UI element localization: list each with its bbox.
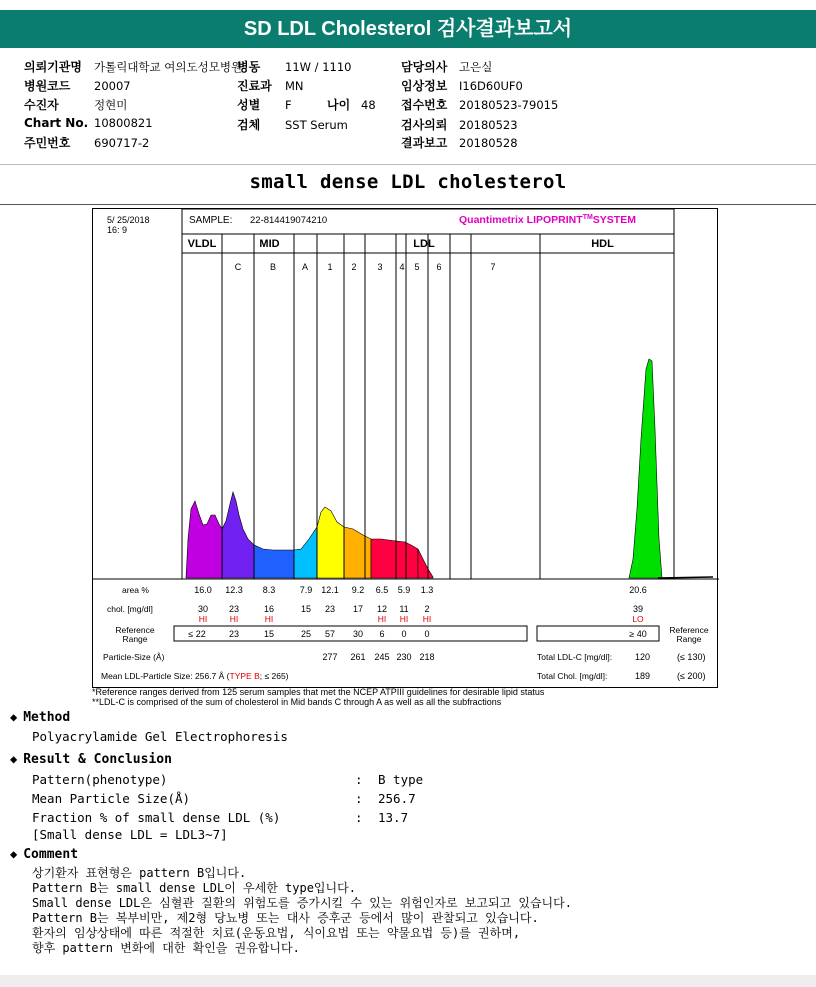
footnote-2: **LDL-C is comprised of the sum of cholesterol in Mid bands C through A as well as all the subfractions [92, 697, 502, 707]
sample-label: SAMPLE: [189, 215, 233, 226]
flag-hi: HI [377, 614, 387, 624]
band-fill-ldl-3 [371, 539, 396, 578]
diamond-bullet-icon: ◆ [10, 752, 18, 766]
comment-heading [10, 847, 78, 862]
info-field-label: 접수번호 [401, 98, 448, 112]
band-fill-mid-a [294, 527, 317, 578]
info-field-label: 성별 [237, 98, 261, 112]
diamond-bullet-icon: ◆ [10, 847, 18, 861]
info-field [24, 134, 149, 151]
info-field-label: Chart No. [24, 116, 89, 130]
row-label-ref: Reference [115, 625, 155, 635]
comment-line: 환자의 임상상태에 따른 적절한 치료(운동요법, 식이요법 또는 약물요법 등)를 권하며, [32, 926, 521, 940]
group-header: HDL [591, 238, 614, 250]
info-field-value: F [285, 98, 292, 112]
band-fill-vldl [186, 501, 222, 578]
ref-value: 57 [324, 629, 336, 639]
particle-size: 261 [350, 652, 366, 662]
report-date: 5/ 25/2018 [107, 215, 150, 225]
particle-size: 245 [374, 652, 390, 662]
info-field-value: 고은실 [459, 60, 493, 74]
comment-line: Pattern B는 복부비만, 제2형 당뇨병 또는 대사 증후군 등에서 많이 관찰되고 있습니다. [32, 911, 539, 925]
ref-value: 30 [352, 629, 364, 639]
info-field-value: 10800821 [94, 116, 153, 130]
result-heading [10, 752, 172, 767]
mean-ldl-text: Mean LDL-Particle Size: 256.7 Å ( [101, 671, 230, 681]
result-colon: : [355, 810, 363, 825]
info-field-label: 결과보고 [401, 136, 448, 150]
info-field-value: SST Serum [285, 118, 348, 132]
ref-value: 6 [379, 629, 385, 639]
particle-size: 277 [322, 652, 338, 662]
area-value: 6.5 [375, 585, 389, 595]
result-value: 13.7 [378, 810, 409, 825]
area-value: 8.3 [262, 585, 276, 595]
info-field-label: 임상정보 [401, 79, 448, 93]
area-value: 12.3 [225, 585, 243, 595]
comment-line: 향후 pattern 변화에 대한 확인을 권유합니다. [32, 941, 300, 955]
info-field-value: I16D60UF0 [459, 79, 523, 93]
mean-suffix: ; ≤ 265) [259, 671, 289, 681]
comment-line: 상기환자 표현형은 pattern B입니다. [32, 866, 247, 880]
comment-heading-text: Comment [23, 847, 79, 862]
system-name [459, 214, 636, 226]
lipoprint-report [92, 208, 718, 688]
method-heading-text: Method [23, 710, 71, 725]
chol-value: 23 [228, 604, 240, 614]
info-field-age-value: 48 [361, 98, 376, 112]
flag-hi: HI [264, 614, 274, 624]
system-name-part: Quantimetrix LIPOPRINT [459, 214, 583, 226]
info-field-label: 진료과 [237, 79, 272, 93]
band-fill-ldl-1 [317, 507, 344, 578]
info-field-label: 검체 [237, 118, 261, 132]
page-subtitle: small dense LDL cholesterol [249, 171, 567, 193]
chol-value: 23 [324, 604, 336, 614]
band-label: 4 [399, 262, 405, 272]
info-field [24, 77, 131, 94]
info-field-value: 11W / 1110 [285, 60, 352, 74]
mean-type: TYPE B [229, 671, 260, 681]
band-fill-ldl-5 [418, 549, 433, 578]
result-colon: : [355, 791, 363, 806]
info-field-label: 의뢰기관명 [24, 60, 82, 74]
area-value: 9.2 [351, 585, 365, 595]
band-label: C [234, 262, 242, 272]
area-value: 7.9 [299, 585, 313, 595]
info-field-value: 정현미 [94, 98, 128, 112]
ref-value: ≤ 22 [188, 629, 206, 639]
band-fill-ldl-4 [396, 541, 418, 578]
row-label-chol: chol. [mg/dl] [107, 604, 153, 614]
info-field [237, 116, 348, 133]
report-title: SD LDL Cholesterol 검사결과보고서 [0, 10, 816, 48]
info-field [237, 96, 292, 113]
info-field-value: 가톨릭대학교 여의도성모병원 [94, 60, 243, 74]
info-field [401, 134, 518, 151]
band-fill-mid-b [254, 545, 294, 578]
group-header: MID [259, 238, 280, 250]
info-field-value: 20180523-79015 [459, 98, 559, 112]
result-value: 256.7 [378, 791, 416, 806]
baseline-tail [658, 577, 713, 578]
info-field-label: 병원코드 [24, 79, 71, 93]
ref-value: 25 [300, 629, 312, 639]
chol-value: 30 [197, 604, 209, 614]
info-field [401, 96, 558, 113]
info-field [401, 58, 492, 75]
row-label-ref: Range [122, 634, 148, 644]
band-label: 3 [377, 262, 383, 272]
info-field-age-label: 나이 [327, 98, 351, 112]
footnote-1: *Reference ranges derived from 125 serum samples that met the NCEP ATPIII guidelines for desirable lipid status [92, 687, 545, 697]
band-label: 6 [436, 262, 442, 272]
flag-hi: HI [229, 614, 239, 624]
band-label: A [301, 262, 309, 272]
chol-value: 16 [263, 604, 275, 614]
info-field [237, 58, 351, 75]
row-label-ref-right: Reference [669, 625, 709, 635]
result-colon: : [355, 772, 363, 787]
flag-lo: LO [632, 614, 644, 624]
system-tm: TM [582, 214, 593, 221]
divider [0, 164, 816, 165]
info-field-label: 검사의뢰 [401, 118, 448, 132]
info-field [24, 96, 127, 113]
total-ldl-label: Total LDL-C [mg/dl]: [537, 652, 613, 662]
total-chol-label: Total Chol. [mg/dl]: [537, 671, 608, 681]
info-field-age [327, 96, 376, 113]
total-ldl-ref: (≤ 130) [677, 652, 706, 662]
total-chol-ref: (≤ 200) [677, 671, 706, 681]
diamond-bullet-icon: ◆ [10, 710, 18, 724]
info-field-value: 20007 [94, 79, 131, 93]
area-value: 1.3 [420, 585, 434, 595]
particle-size: 218 [419, 652, 435, 662]
area-value: 16.0 [194, 585, 212, 595]
area-value: 5.9 [397, 585, 411, 595]
row-label-particle: Particle-Size (Å) [103, 652, 165, 662]
report-time: 16: 9 [107, 225, 128, 235]
band-label: 1 [327, 262, 333, 272]
result-label: Fraction % of small dense LDL (%) [32, 810, 281, 825]
info-field-label: 병동 [237, 60, 261, 74]
particle-size: 230 [396, 652, 412, 662]
method-text: Polyacrylamide Gel Electrophoresis [32, 729, 288, 744]
ref-value: 15 [263, 629, 275, 639]
comment-line: Small dense LDL은 심혈관 질환의 위험도를 증가시킬 수 있는 위험인자로 보고되고 있습니다. [32, 896, 572, 910]
info-field-label: 수진자 [24, 98, 59, 112]
area-value: 20.6 [629, 585, 647, 595]
system-name-part: SYSTEM [592, 214, 636, 226]
info-field-value: MN [285, 79, 304, 93]
band-label: B [269, 262, 277, 272]
result-value: B type [378, 772, 424, 787]
row-label-ref-right: Range [676, 634, 702, 644]
group-header: VLDL [187, 238, 217, 250]
result-heading-text: Result & Conclusion [23, 752, 172, 767]
flag-hi: HI [198, 614, 208, 624]
info-field-label: 주민번호 [24, 136, 71, 150]
info-field [401, 116, 518, 133]
flag-hi: HI [399, 614, 409, 624]
chol-value: 11 [399, 604, 409, 614]
reference-range-box [174, 626, 527, 641]
lipoprint-chart [93, 209, 719, 689]
chol-value: 17 [352, 604, 364, 614]
ref-value: 23 [228, 629, 240, 639]
result-label: Mean Particle Size(Å) [32, 791, 191, 806]
ref-value: ≥ 40 [629, 629, 647, 639]
info-field-value: 20180528 [459, 136, 518, 150]
band-fill-ldl-2 [344, 527, 371, 578]
divider [0, 204, 816, 205]
mean-ldl-size [101, 671, 289, 681]
ref-value: 0 [424, 629, 430, 639]
info-field [24, 58, 242, 75]
info-field-value: 690717-2 [94, 136, 150, 150]
chol-value: 2 [424, 604, 430, 614]
chol-value: 15 [300, 604, 312, 614]
group-header: LDL [413, 238, 435, 250]
info-field-value: 20180523 [459, 118, 518, 132]
total-ldl-value: 120 [635, 652, 651, 662]
band-fill-hdl [629, 359, 662, 578]
band-label: 7 [490, 262, 496, 272]
sample-id: 22-814419074210 [250, 215, 328, 226]
result-label: Pattern(phenotype) [32, 772, 168, 787]
info-field-label: 담당의사 [401, 60, 448, 74]
ref-value: 0 [401, 629, 407, 639]
info-field [24, 116, 153, 130]
total-chol-value: 189 [635, 671, 651, 681]
row-label-area: area % [122, 585, 149, 595]
comment-line: Pattern B는 small dense LDL이 우세한 type입니다. [32, 881, 356, 895]
result-note: [Small dense LDL = LDL3~7] [32, 827, 228, 842]
band-label: 2 [351, 262, 357, 272]
area-value: 12.1 [321, 585, 339, 595]
info-field [401, 77, 523, 94]
method-heading [10, 710, 70, 725]
band-label: 5 [414, 262, 420, 272]
band-fill-mid-c [222, 492, 254, 578]
flag-hi: HI [422, 614, 432, 624]
info-field [237, 77, 304, 94]
chol-value: 39 [632, 604, 644, 614]
chol-value: 12 [376, 604, 388, 614]
page-footer-band [0, 975, 816, 987]
